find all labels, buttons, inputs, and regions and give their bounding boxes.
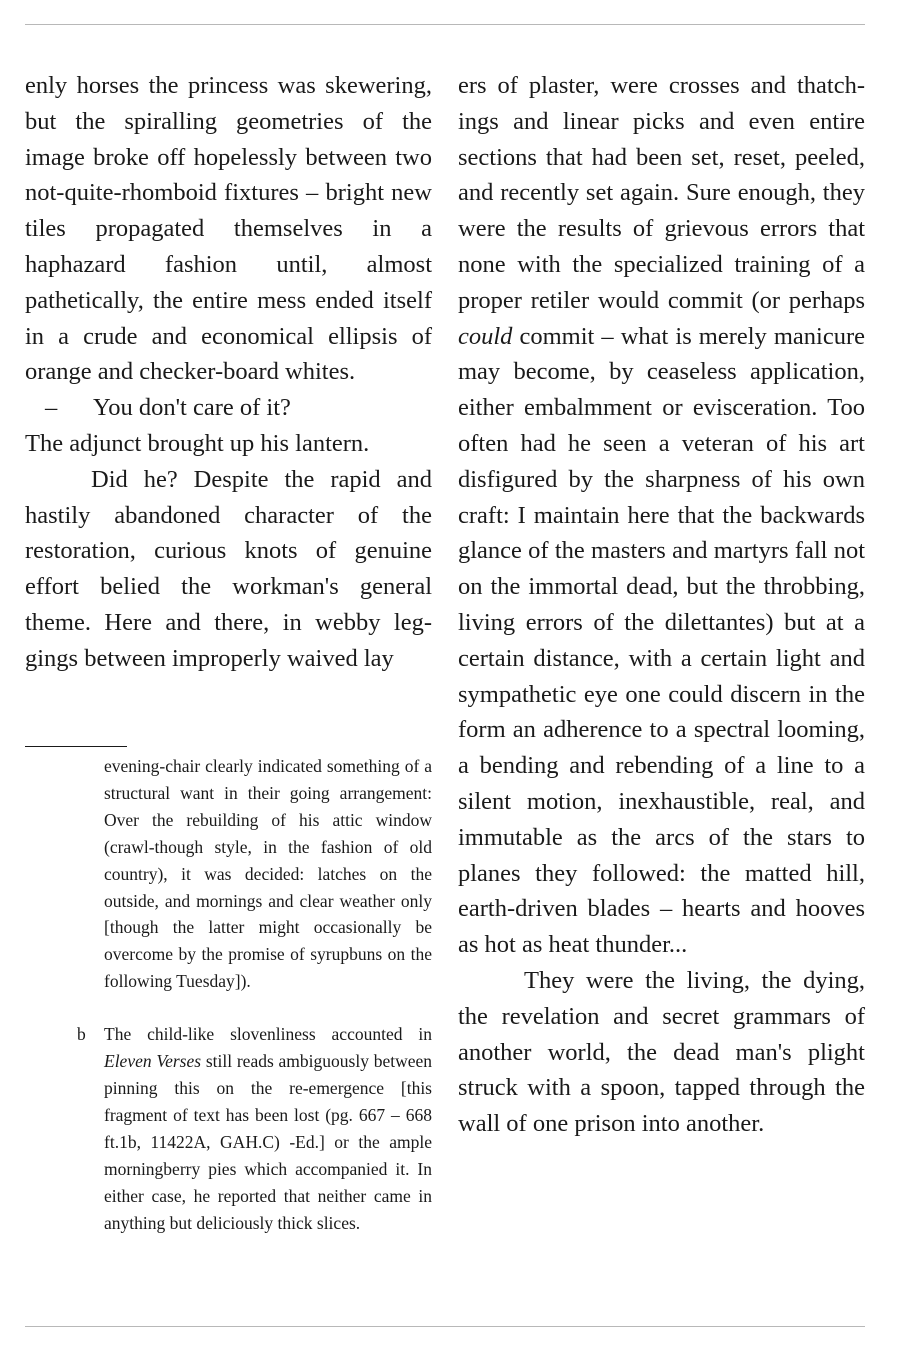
footnote-b-text [104,1021,432,1236]
footnote-b-text-end: still reads ambiguously between pinning this on the re-emergence [this fragment of text has been lost (pg. 667 – 668 ft.1b, 11422A, GAH.C) -Ed.] or the ample morningberry pies which accompanied it. In either case, he reported that neither came in anything but deliciously thick slices. [104,1051,433,1233]
dialogue-dash: – [45,394,58,422]
footnote-b [77,1021,433,1236]
dialogue-text: You don't care of it? [93,394,291,422]
paragraph-restoration: Did he? Despite the rapid and hastily abandoned character of the restoration, curious knots of genuine effort belied the workman's general theme. Here and there, in webby leggings between improperly waived lay [25,465,432,672]
footnotes [77,753,433,1236]
paragraph-plaster-start: ers of plaster, were crosses and thatchings and linear picks and even entire sections that had been set, reset, peeled, and recently set again. Sure enough, they were the results of grievous errors that none with the specialized training of a proper retiler would commit (or perhaps [458,72,865,314]
footnote-b-title: Eleven Verses [104,1051,202,1072]
footnote-separator [25,746,127,747]
paragraph-living: They were the living, the dying, the revelation and secret grammars of another world, the dead man's plight struck with a spoon, tapped through the wall of one prison into another. [458,966,865,1138]
paragraph-horses: enly horses the princess was skewering, but the spiralling geometries of the image broke off hopelessly between two not-quite-rhomboid fixtures – bright new tiles propagated themselves in a haphazard fashion until, almost pathetically, the entire mess ended itself in a crude and economical ellipsis of orange and checker-board whites. [25,72,432,386]
bottom-rule [25,1326,865,1327]
paragraph-plaster-end: commit – what is merely manicure may become, by ceaseless application, either embalmment or evisceration. Too often had he seen a veteran of his art disfigured by the sharpness of his own craft: I maintain here that the backwards glance of the masters and martyrs fall not on the immortal dead, but the throbbing, living errors of the dilettantes) but at a certain distance, with a certain light and sympathetic eye one could discern in the form an adherence to a spectral looming, a bending and rebending of a line to a silent motion, inexhaustible, real, and immutable as the arcs of the stars to planes they followed: the matted hill, earth-driven blades – hearts and hooves as hot as heat thunder... [458,322,866,959]
emphasis-could: could [458,322,513,350]
adjunct-line: The adjunct brought up his lantern. [25,429,370,457]
right-column [458,68,865,1142]
footnote-continued: evening-chair clearly indicated something of a structural want in their going arrangement: Over the rebuilding of his attic window (crawl-though style, in the fashion of old country), it was decided: latches on the outside, and mornings and clear weather only [though the latter might occasionally be overcome by the promise of syrupbuns on the following Tuesday]). [104,756,432,992]
top-rule [25,24,865,25]
dialogue-line [25,390,432,426]
footnote-b-marker: b [77,1024,86,1045]
left-column [25,68,432,677]
paragraph-plaster [458,68,865,963]
footnote-b-text-start: The child-like slovenliness accounted in [104,1024,432,1045]
